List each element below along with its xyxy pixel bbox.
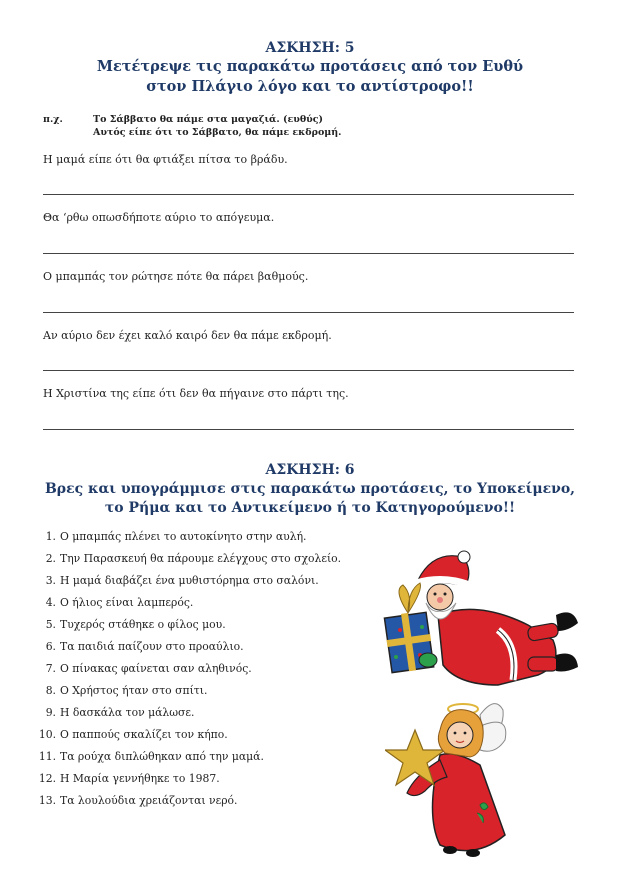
exercise5-sentence: Θα ‘ρθω οπωσδήποτε αύριο το απόγευμα.: [43, 211, 275, 224]
exercise6-title: ΑΣΚΗΣΗ: 6: [265, 462, 355, 478]
item-number: 11.: [38, 750, 56, 763]
exercise5-sentence: Η Χριστίνα της είπε ότι δεν θα πήγαινε στο πάρτι της.: [43, 387, 349, 400]
example-line2: Αυτός είπε ότι το Σάββατο, θα πάμε εκδρομή.: [93, 127, 342, 138]
example-label: π.χ.: [43, 114, 63, 125]
list-item: [32, 640, 341, 662]
list-item: [32, 596, 341, 618]
answer-line[interactable]: [43, 429, 574, 430]
list-item: [32, 706, 341, 728]
item-text[interactable]: Ο μπαμπάς πλένει το αυτοκίνητο στην αυλή.: [60, 530, 307, 543]
example-line1: Το Σάββατο θα πάμε στα μαγαζιά. (ευθύς): [93, 114, 324, 125]
exercise6-sentence-list: [32, 530, 341, 816]
item-text[interactable]: Τυχερός στάθηκε ο φίλος μου.: [60, 618, 226, 631]
list-item: [32, 684, 341, 706]
exercise5-sentence: Ο μπαμπάς τον ρώτησε πότε θα πάρει βαθμούς.: [43, 270, 309, 283]
list-item: [32, 794, 341, 816]
item-text[interactable]: Τα ρούχα διπλώθηκαν από την μαμά.: [60, 750, 264, 763]
item-number: 5.: [45, 618, 56, 631]
item-text[interactable]: Η Μαρία γεννήθηκε το 1987.: [60, 772, 220, 785]
exercise5-instruction-line1: Μετέτρεψε τις παρακάτω προτάσεις από τον Ευθύ: [96, 58, 524, 75]
item-number: 12.: [38, 772, 56, 785]
santa-claus-illustration: [378, 545, 588, 695]
exercise6-instruction-line1: Βρες και υπογράμμισε στις παρακάτω προτάσεις, το Υποκείμενο,: [44, 481, 576, 497]
item-text[interactable]: Την Παρασκευή θα πάρουμε ελέγχους στο σχολείο.: [60, 552, 342, 565]
item-number: 10.: [38, 728, 56, 741]
item-number: 9.: [45, 706, 56, 719]
item-number: 2.: [45, 552, 56, 565]
item-number: 1.: [45, 530, 56, 543]
item-text[interactable]: Ο παππούς σκαλίζει τον κήπο.: [60, 728, 228, 741]
exercise5-title: ΑΣΚΗΣΗ: 5: [265, 40, 355, 56]
item-text[interactable]: Ο πίνακας φαίνεται σαν αληθινός.: [60, 662, 252, 675]
item-text[interactable]: Τα λουλούδια χρειάζονται νερό.: [60, 794, 238, 807]
item-text[interactable]: Ο ήλιος είναι λαμπερός.: [60, 596, 194, 609]
item-number: 7.: [45, 662, 56, 675]
exercise6-instruction-line2: το Ρήμα και το Αντικείμενο ή το Κατηγορούμενο!!: [104, 500, 516, 516]
list-item: [32, 750, 341, 772]
angel-with-star-illustration: [385, 695, 535, 860]
answer-line[interactable]: [43, 312, 574, 313]
item-text[interactable]: Η μαμά διαβάζει ένα μυθιστόρημα στο σαλόνι.: [60, 574, 319, 587]
list-item: [32, 530, 341, 552]
list-item: [32, 772, 341, 794]
list-item: [32, 552, 341, 574]
exercise5-sentence: Αν αύριο δεν έχει καλό καιρό δεν θα πάμε εκδρομή.: [43, 329, 332, 342]
item-number: 6.: [45, 640, 56, 653]
item-number: 3.: [45, 574, 56, 587]
item-number: 13.: [38, 794, 56, 807]
exercise5-instruction-line2: στον Πλάγιο λόγο και το αντίστροφο!!: [146, 78, 474, 95]
answer-line[interactable]: [43, 253, 574, 254]
list-item: [32, 618, 341, 640]
item-text[interactable]: Ο Χρήστος ήταν στο σπίτι.: [60, 684, 208, 697]
item-number: 8.: [45, 684, 56, 697]
item-number: 4.: [45, 596, 56, 609]
list-item: [32, 574, 341, 596]
item-text[interactable]: Η δασκάλα τον μάλωσε.: [60, 706, 195, 719]
list-item: [32, 728, 341, 750]
exercise5-sentence: Η μαμά είπε ότι θα φτιάξει πίτσα το βράδυ.: [43, 153, 288, 166]
answer-line[interactable]: [43, 370, 574, 371]
list-item: [32, 662, 341, 684]
item-text[interactable]: Τα παιδιά παίζουν στο προαύλιο.: [60, 640, 244, 653]
answer-line[interactable]: [43, 194, 574, 195]
